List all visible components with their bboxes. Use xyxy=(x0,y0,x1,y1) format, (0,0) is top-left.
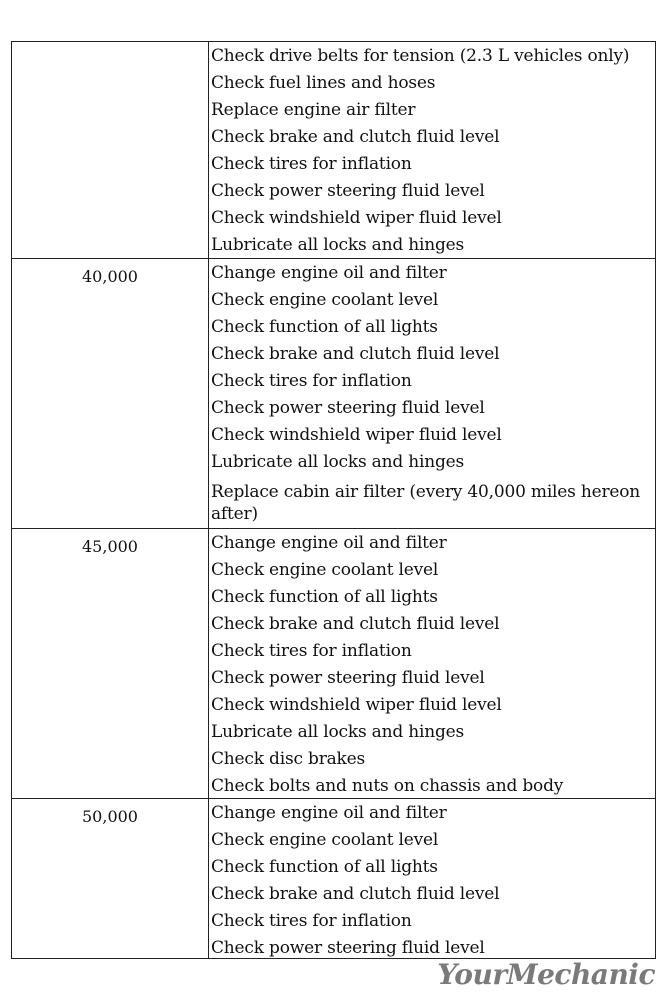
maintenance-schedule-table xyxy=(11,41,656,959)
service-item: Check windshield wiper fluid level xyxy=(211,695,502,715)
service-item: Check fuel lines and hoses xyxy=(211,73,436,93)
service-item: Check brake and clutch fluid level xyxy=(211,614,500,634)
service-item: Change engine oil and filter xyxy=(211,803,447,823)
service-item: Change engine oil and filter xyxy=(211,263,447,283)
table-row xyxy=(12,258,655,529)
service-item: Lubricate all locks and hinges xyxy=(211,235,465,255)
service-item: Check brake and clutch fluid level xyxy=(211,884,500,904)
service-item: Check tires for inflation xyxy=(211,911,412,931)
service-item: Lubricate all locks and hinges xyxy=(211,722,465,742)
service-item: Check function of all lights xyxy=(211,857,438,877)
column-divider xyxy=(208,42,209,258)
service-item: Check power steering fluid level xyxy=(211,181,485,201)
service-item: Check tires for inflation xyxy=(211,641,412,661)
mileage-cell: 40,000 xyxy=(82,267,138,286)
service-item: Check bolts and nuts on chassis and body xyxy=(211,776,564,796)
service-item: Check engine coolant level xyxy=(211,560,439,580)
service-item: Replace engine air filter xyxy=(211,100,416,120)
service-item: Check brake and clutch fluid level xyxy=(211,127,500,147)
mileage-cell: 50,000 xyxy=(82,807,138,826)
service-item: Check windshield wiper fluid level xyxy=(211,208,502,228)
table-row xyxy=(12,798,655,959)
service-list xyxy=(211,800,647,962)
service-item: Lubricate all locks and hinges xyxy=(211,452,465,472)
service-item: Check engine coolant level xyxy=(211,290,439,310)
service-item: Check power steering fluid level xyxy=(211,668,485,688)
service-item: Check function of all lights xyxy=(211,317,438,337)
mileage-cell: 45,000 xyxy=(82,537,138,556)
service-item: Replace cabin air filter (every 40,000 miles hereon after) xyxy=(211,482,641,524)
service-list xyxy=(211,260,647,525)
service-list xyxy=(211,530,647,800)
service-list xyxy=(211,43,647,259)
service-item: Check brake and clutch fluid level xyxy=(211,344,500,364)
service-item: Check engine coolant level xyxy=(211,830,439,850)
service-item: Check power steering fluid level xyxy=(211,398,485,418)
table-row xyxy=(12,42,655,258)
column-divider xyxy=(208,529,209,799)
service-item: Check tires for inflation xyxy=(211,154,412,174)
column-divider xyxy=(208,259,209,529)
service-item: Check power steering fluid level xyxy=(211,938,485,958)
service-item: Check function of all lights xyxy=(211,587,438,607)
service-item: Check windshield wiper fluid level xyxy=(211,425,502,445)
service-item: Check disc brakes xyxy=(211,749,366,769)
column-divider xyxy=(208,799,209,959)
table-row xyxy=(12,528,655,799)
service-item: Change engine oil and filter xyxy=(211,533,447,553)
yourmechanic-logo: YourMechanic xyxy=(437,958,655,991)
service-item: Check drive belts for tension (2.3 L vehicles only) xyxy=(211,46,630,66)
service-item: Check tires for inflation xyxy=(211,371,412,391)
